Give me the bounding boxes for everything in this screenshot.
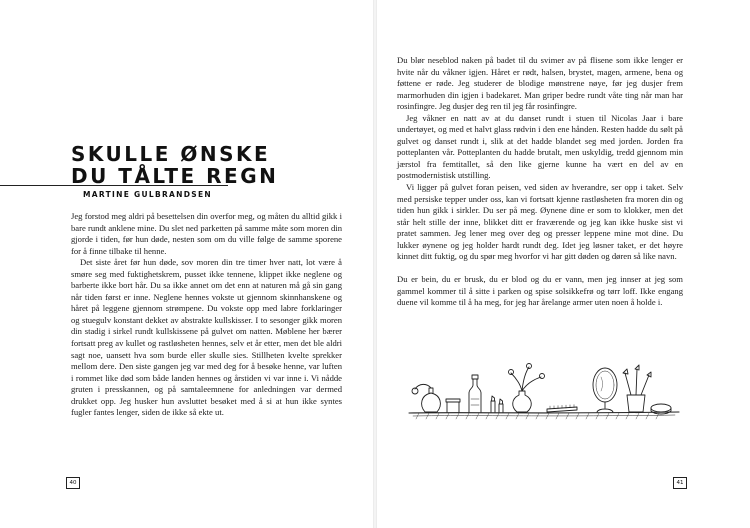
left-page — [0, 0, 373, 528]
title-line-2: DU TÅLTE REGN — [71, 164, 279, 188]
paragraph: Jeg forstod meg aldri på besettelsen din overfor meg, og måten du alltid gikk i bare rundt anklene mine. Du slet ned parketten på samme måte som moren din gjorde i tiden, før hun døde, nesten som om du ville følge de samme sporene for å finne tilbake til henne. — [71, 211, 342, 256]
left-body-text — [71, 211, 342, 419]
story-title — [71, 143, 351, 187]
paragraph: Du blør neseblod naken på badet til du svimer av på flisene som ikke lenger er hvite når du våkner igjen. Håret er rødt, halsen, brystet, magen, armene, bena og føttene er røde. Jeg studerer de blodige mønstrene nøye, før jeg dusjer frem marmorhuden din igjen i badekaret. Man griper bedre rundt våte ting når man har rosinfingre. Jeg dusjer deg ren til jeg får rosinfingre. — [397, 55, 683, 112]
paragraph: Jeg våkner en natt av at du danset rundt i stuen til Nicolas Jaar i bare undertøyet, og med et halvt glass rødvin i den ene hånden. Resten hadde du sølt på gulvet og danset rundt i, slik at det hadde blandet seg med jorden. Jorden fra potteplanten vår. Potteplanten du hadde brutalt, men uskyldig, tredd gjennom min jærstol fra femtitallet, så den like gjerne kunne ha vært en del av en postmodernistisk utstilling. — [397, 112, 683, 181]
title-rule — [0, 185, 228, 186]
title-line-1: SKULLE ØNSKE — [71, 142, 271, 166]
author-name: MARTINE GULBRANDSEN — [83, 190, 212, 199]
paragraph: Du er bein, du er brusk, du er blod og du er vann, men jeg innser at jeg som gammel kommer til å sitte i parken og spise solsikkefrø og tørr loff. Ikke engang duene vil komme til å ha meg, for jeg har årelange armer uten noen å holde i. — [397, 274, 683, 308]
page-number-right: 41 — [673, 477, 687, 489]
right-page — [377, 0, 750, 528]
paragraph: Vi ligger på gulvet foran peisen, ved siden av hverandre, ser opp i taket. Selv med persiske tepper under oss, kan vi fortsatt kjenne rastløsheten fra moren din og tiden hun gikk i sirkler. Du ser på meg. Øynene dine er som to klokker, men det står helt stille der inne, blikket ditt er fraværende og jeg kan ikke huske sist vi pratet sammen. Jeg lener meg over deg og presser leppene mine mot dine. Du lukker øynene og jeg holder hardt rundt deg. Idet jeg løsner taket, er det høyre kinnet ditt fuktig, og du spør meg hvorfor vi har gitt døden og døren så like navn. — [397, 182, 683, 262]
vanity-illustration — [407, 355, 682, 425]
right-body-text — [397, 55, 683, 309]
page-number-left: 40 — [66, 477, 80, 489]
paragraph: Det siste året før hun døde, sov moren din tre timer hver natt, lot være å smøre seg med fuktighetskrem, pusset ikke tennene, klippet ikke neglene og barberte ikke bort hår. Du sa ikke annet om det enn at naturen må gå sin gang når tiden først er inne. Neglene hennes vokste ut gjennom skinnhanskene og håret på leggene gjennom strømpene. Du vokste opp med labre forklaringer og stuegulv konstant dekket av abstrakte kullskisser. I to sesonger gikk moren din stadig i sirkel rundt kullskissene på gulvet om natten. Møblene her bærer fortsatt preg av kullet og rastløsheten hennes, selv et år etter, men det ble aldri sagt noe, uansett hva som burde eller skulle sies. Stillheten kvelte sprekker mellom dere. Den siste gangen jeg var med deg for å besøke henne, var luften i rommet like død som både landen hennes og årstiden vi var inne i. Vi nådde gruten i presskannen, og på samtaleemnene for anledningen var dermed drukket opp. Jeg husker hun avsluttet besøket med å si at hun ikke syntes fugler fantes lenger, siden de ikke så ekte ut. — [71, 257, 342, 418]
